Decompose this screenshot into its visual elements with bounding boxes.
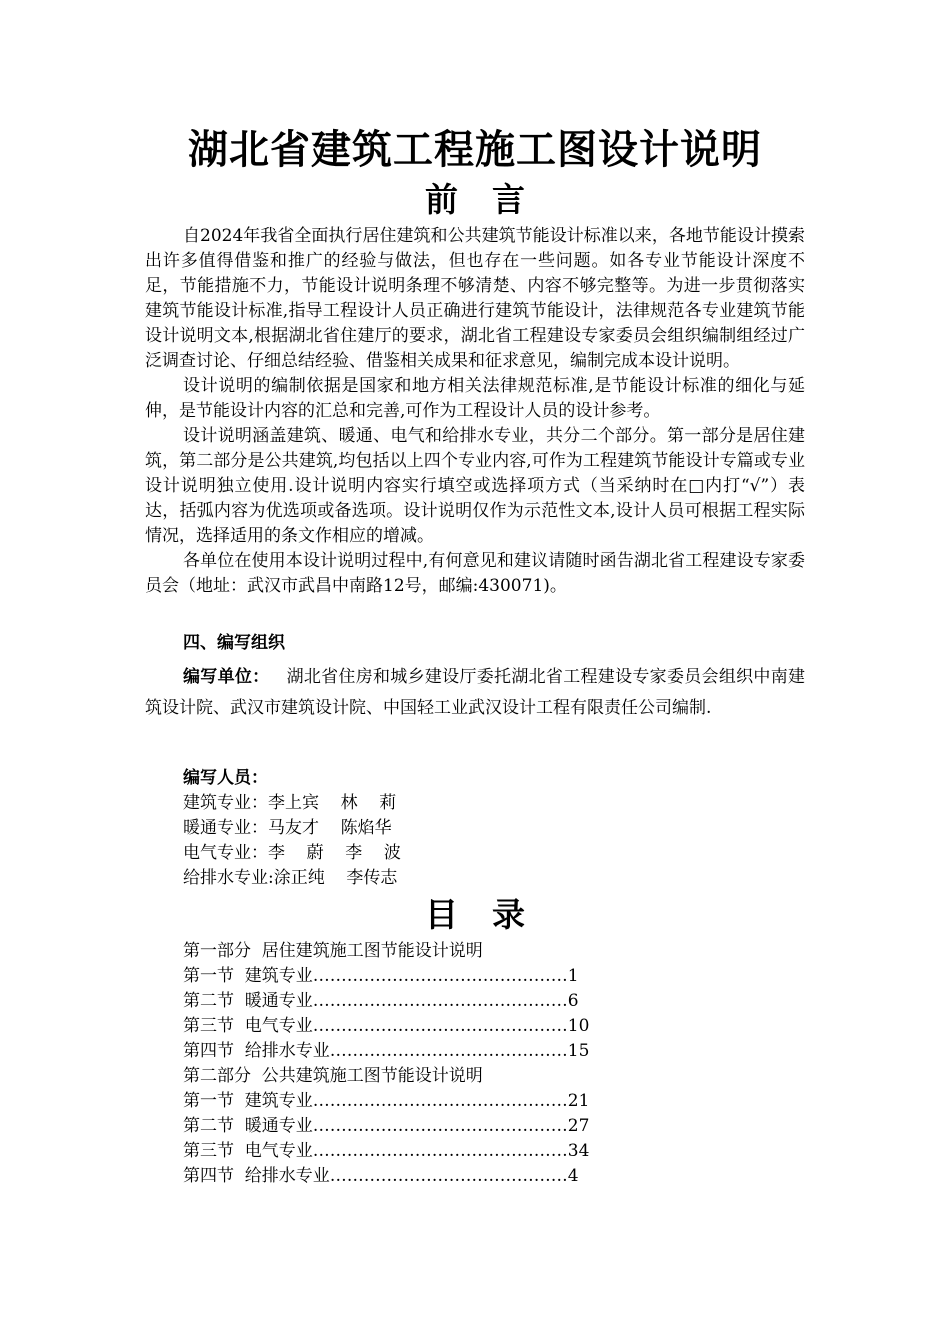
toc-entry[interactable]: 第一节 建筑专业………………………………………21: [183, 1091, 590, 1111]
preface-paragraph-2: 设计说明的编制依据是国家和地方相关法律规范标准,是节能设计标准的细化与延伸，是节能设计内容的汇总和完善,可作为工程设计人员的设计参考。: [145, 376, 805, 421]
toc-part-1[interactable]: 第一部分 居住建筑施工图节能设计说明: [183, 941, 483, 961]
preface-heading: 前言: [425, 180, 559, 219]
toc-entry[interactable]: 第一节 建筑专业………………………………………1: [183, 966, 579, 986]
toc-entry[interactable]: 第四节 给排水专业……………………………………15: [183, 1041, 590, 1061]
preface-paragraph-4: 各单位在使用本设计说明过程中,有何意见和建议请随时函告湖北省工程建设专家委员会（地址：武汉市武昌中南路12号，邮编:430071)。: [145, 551, 805, 596]
preface-paragraph-1: 自2024年我省全面执行居住建筑和公共建筑节能设计标准以来，各地节能设计摸索出许多值得借鉴和推广的经验与做法，但也存在一些问题。如各专业节能设计深度不足，节能措施不力，节能设计说明条理不够清楚、内容不够完整等。为进一步贯彻落实建筑节能设计标准,指导工程设计人员正确进行建筑节能设计，法律规范各专业建筑节能设计说明文本,根据湖北省住建厅的要求，湖北省工程建设专家委员会组织编制组经过广泛调查讨论、仔细总结经验、借鉴相关成果和征求意见，编制完成本设计说明。: [145, 226, 805, 371]
people-entry-hvac: 暖通专业：马友才 陈焰华: [183, 818, 392, 838]
table-of-contents: [183, 939, 589, 1189]
preface-paragraph-3: 设计说明涵盖建筑、暖通、电气和给排水专业，共分二个部分。第一部分是居住建筑，第二部分是公共建筑,均包括以上四个专业内容,可作为工程建筑节能设计专篇或专业设计说明独立使用.设计说明内容实行填空或选择项方式（当采纳时在□内打“√”）表达，括弧内容为优选项或备选项。设计说明仅作为示范性文本,设计人员可根据工程实际情况，选择适用的条文作相应的增减。: [145, 426, 805, 546]
toc-entry[interactable]: 第四节 给排水专业……………………………………4: [183, 1166, 579, 1186]
toc-entry[interactable]: 第三节 电气专业………………………………………10: [183, 1016, 590, 1036]
organization-people: [183, 766, 401, 891]
toc-entry[interactable]: 第三节 电气专业………………………………………34: [183, 1141, 590, 1161]
toc-entry[interactable]: 第二节 暖通专业………………………………………27: [183, 1116, 590, 1136]
organization-heading: 四、编写组织: [183, 633, 285, 653]
people-entry-electrical: 电气专业：李 蔚 李 波: [183, 843, 401, 863]
toc-entry[interactable]: 第二节 暖通专业………………………………………6: [183, 991, 579, 1011]
people-entry-architecture: 建筑专业：李上宾 林 莉: [183, 793, 397, 813]
preface-body: [145, 224, 805, 599]
organization-unit-label: 编写单位：: [183, 667, 270, 687]
people-entry-plumbing: 给排水专业:涂正纯 李传志: [183, 868, 398, 888]
toc-part-2[interactable]: 第二部分 公共建筑施工图节能设计说明: [183, 1066, 483, 1086]
document-title: 湖北省建筑工程施工图设计说明: [188, 127, 762, 173]
organization-unit: [145, 662, 805, 724]
people-label: 编写人员：: [183, 768, 268, 788]
toc-heading: 目录: [425, 895, 559, 934]
organization-unit-text: 湖北省住房和城乡建设厅委托湖北省工程建设专家委员会组织中南建筑设计院、武汉市建筑设计院、中国轻工业武汉设计工程有限责任公司编制.: [145, 667, 806, 718]
